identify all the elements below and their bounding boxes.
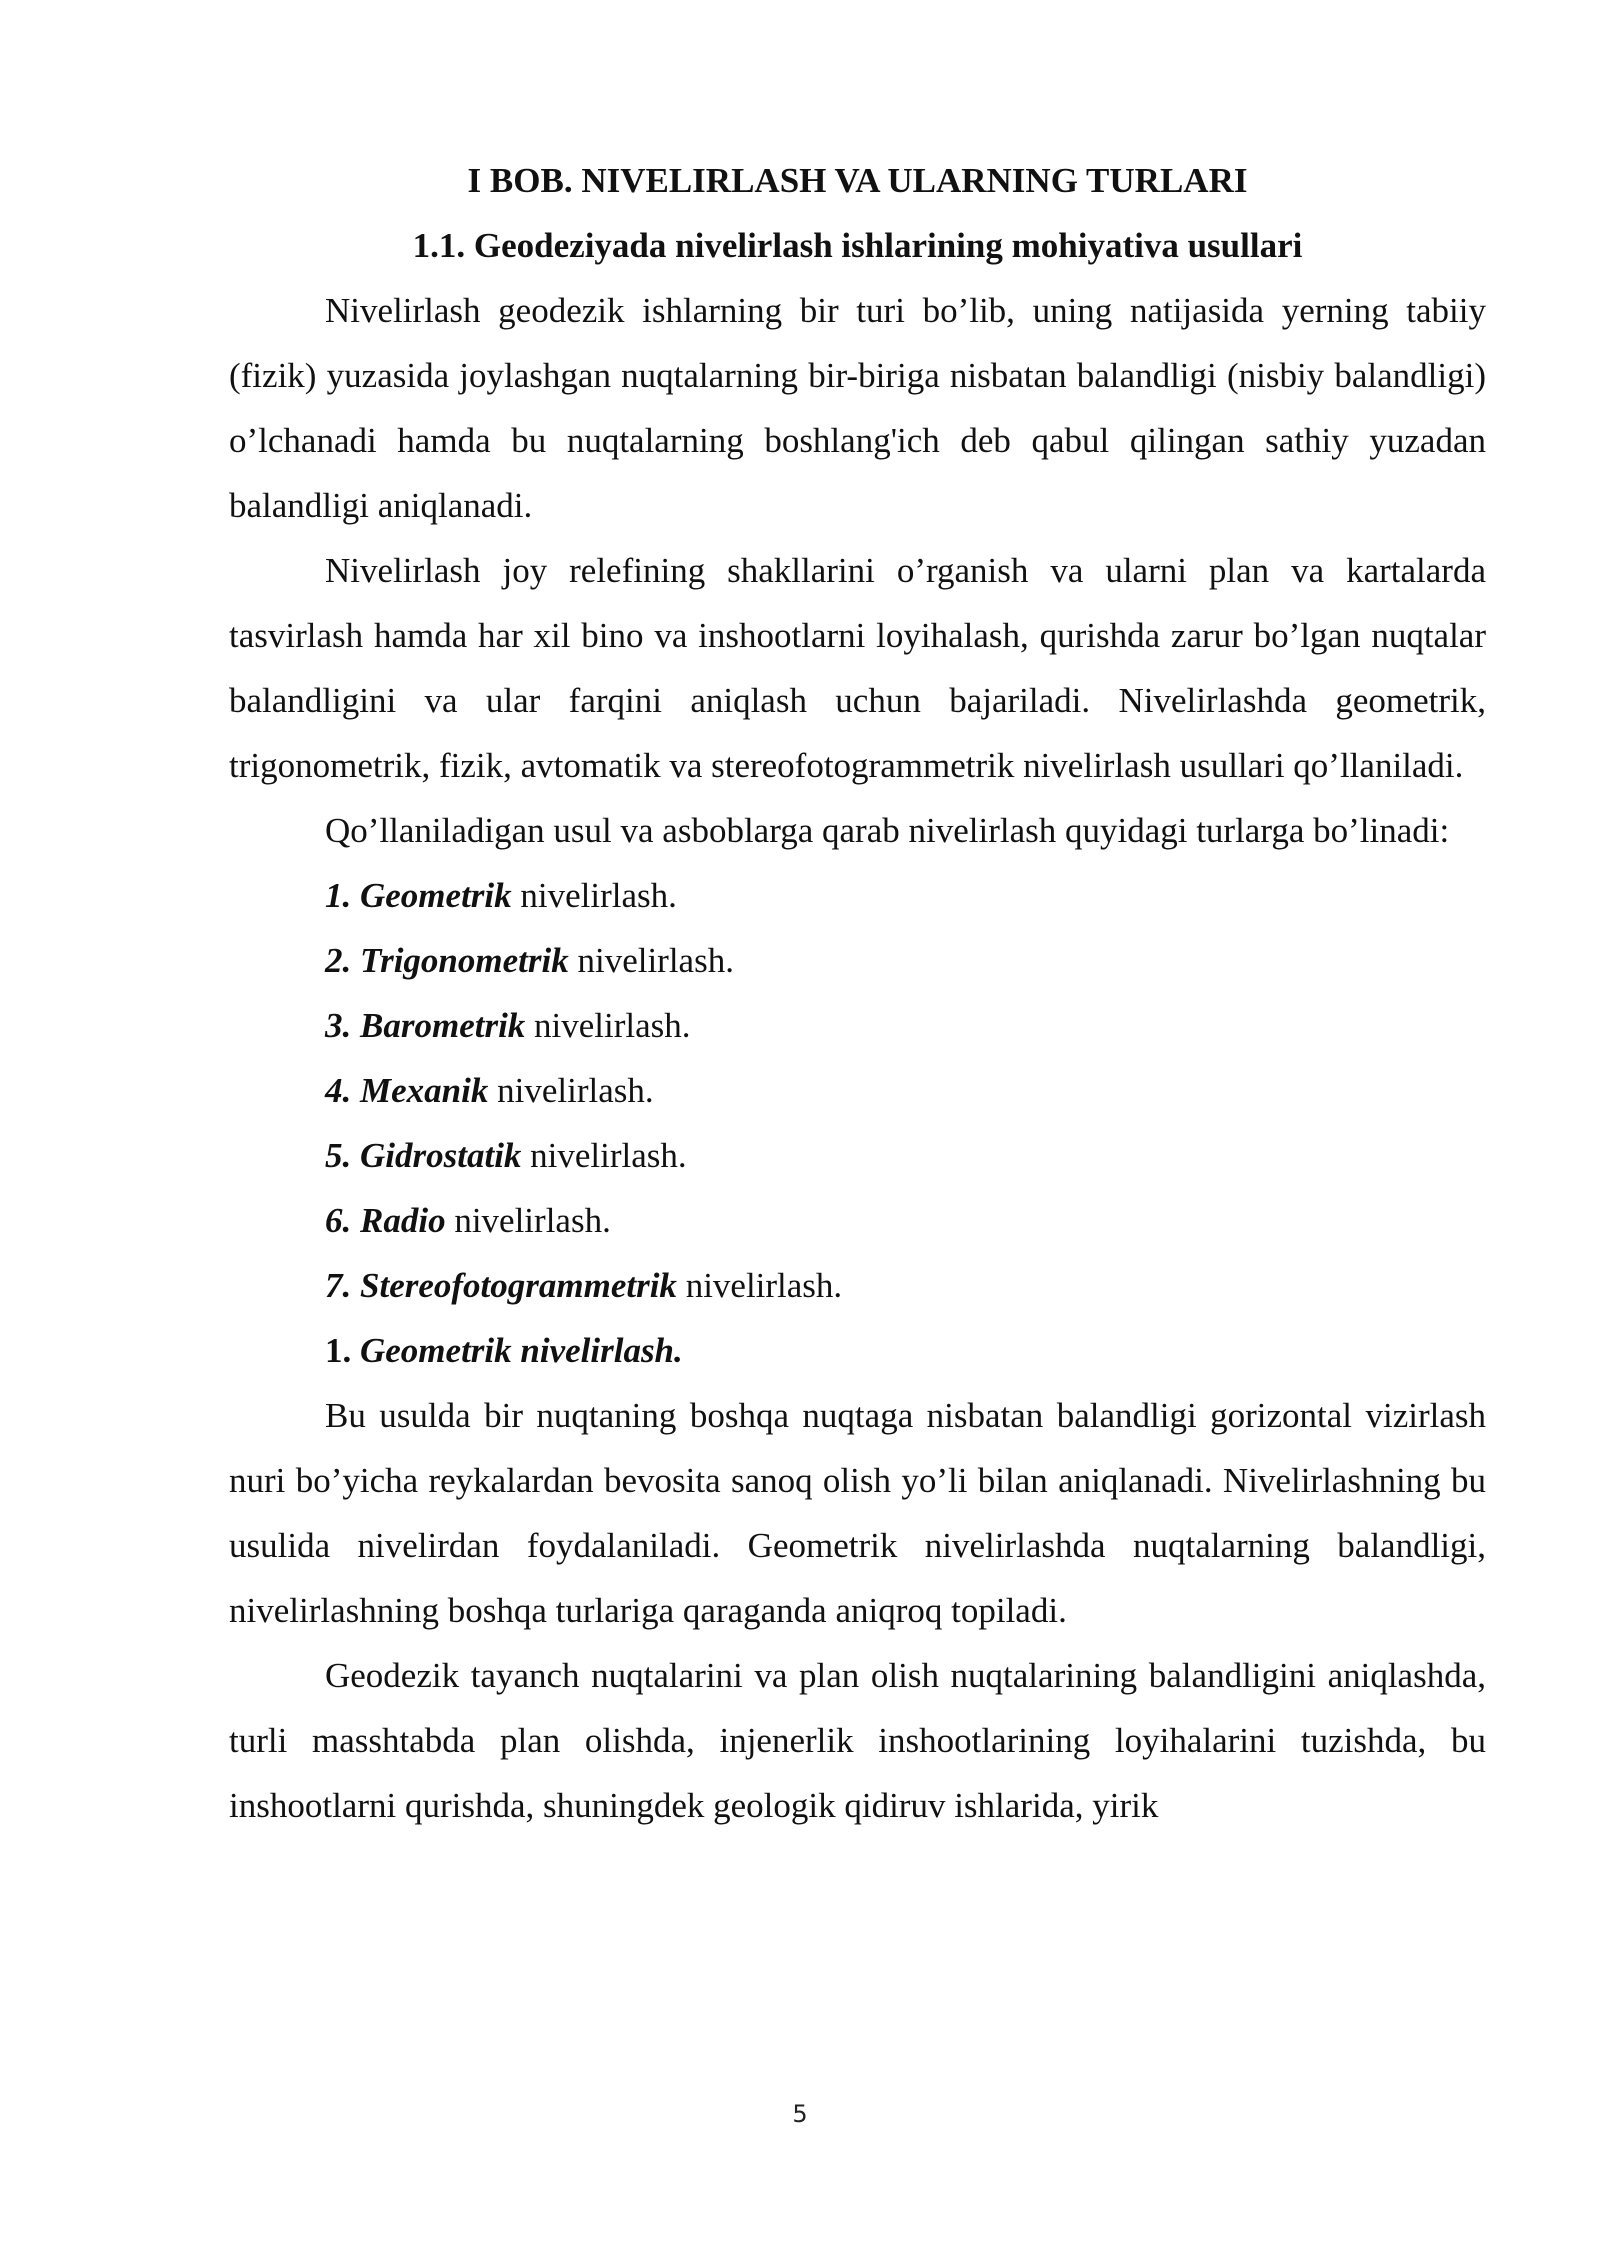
paragraph-4: Bu usulda bir nuqtaning boshqa nuqtaga nisbatan balandligi gorizontal vizirlash nuri bo’yicha reykalardan bevosita sanoq olish yo’li bilan aniqlanadi. Nivelirlashning bu usulida nivelirdan foydalaniladi. Geometrik nivelirlashda nuqtalarning balandligi, nivelirlashning boshqa turlariga qaraganda aniqroq topiladi. — [229, 1396, 1486, 1630]
list-item — [229, 993, 1486, 1058]
list-item-text: nivelirlash. — [488, 1071, 654, 1110]
paragraph-1: Nivelirlash geodezik ishlarning bir turi bo’lib, uning natijasida yerning tabiiy (fizik) yuzasida joylashgan nuqtalarning bir-biriga nisbatan balandligi (nisbiy balandligi) o’lchanadi hamda bu nuqtalarning boshlang'ich deb qabul qilingan sathiy yuzadan balandligi aniqlanadi. — [229, 291, 1486, 525]
subheading-geometrik — [229, 1318, 1486, 1383]
list-item — [229, 863, 1486, 928]
paragraph-2: Nivelirlash joy relefining shakllarini o’rganish va ularni plan va kartalarda tasvirlash hamda har xil bino va inshootlarni loyihalash, qurishda zarur bo’lgan nuqtalar balandligini va ular farqini aniqlash uchun bajariladi. Nivelirlashda geometrik, trigonometrik, fizik, avtomatik va stereofotogrammetrik nivelirlash usullari qo’llaniladi. — [229, 551, 1486, 785]
subheading-number: 1. — [325, 1331, 352, 1370]
list-item-term: 2. Trigonometrik — [325, 941, 569, 980]
paragraph-5: Geodezik tayanch nuqtalarini va plan olish nuqtalarining balandligini aniqlashda, turli masshtabda plan olishda, injenerlik inshootlarining loyihalarini tuzishda, bu inshootlarni qurishda, shuningdek geologik qidiruv ishlarida, yirik — [229, 1656, 1486, 1825]
list-item-term: 6. Radio — [325, 1201, 446, 1240]
list-item-term: 3. Barometrik — [325, 1006, 526, 1045]
page-number: 5 — [792, 2100, 808, 2128]
subheading-term: Geometrik nivelirlash. — [351, 1331, 683, 1370]
list-item — [229, 1188, 1486, 1253]
list-item-text: nivelirlash. — [511, 876, 677, 915]
list-item-text: nivelirlash. — [525, 1006, 691, 1045]
list-item — [229, 1123, 1486, 1188]
list-item — [229, 1253, 1486, 1318]
list-item — [229, 1058, 1486, 1123]
list-item-text: nivelirlash. — [445, 1201, 611, 1240]
list-item-text: nivelirlash. — [676, 1266, 843, 1305]
paragraph-3: Qo’llaniladigan usul va asboblarga qarab nivelirlash quyidagi turlarga bo’linadi: — [325, 811, 1450, 850]
list-item — [229, 928, 1486, 993]
list-item-term: 7. Stereofotogrammetrik — [325, 1266, 677, 1305]
section-title: 1.1. Geodeziyada nivelirlash ishlarining mohiyativa usullari — [412, 226, 1303, 265]
page-content — [229, 148, 1486, 1838]
chapter-title: I BOB. NIVELIRLASH VA ULARNING TURLARI — [467, 161, 1248, 200]
list-item-text: nivelirlash. — [568, 941, 734, 980]
list-item-term: 1. Geometrik — [325, 876, 512, 915]
list-item-term: 4. Mexanik — [325, 1071, 489, 1110]
list-item-term: 5. Gidrostatik — [325, 1136, 522, 1175]
list-item-text: nivelirlash. — [521, 1136, 687, 1175]
